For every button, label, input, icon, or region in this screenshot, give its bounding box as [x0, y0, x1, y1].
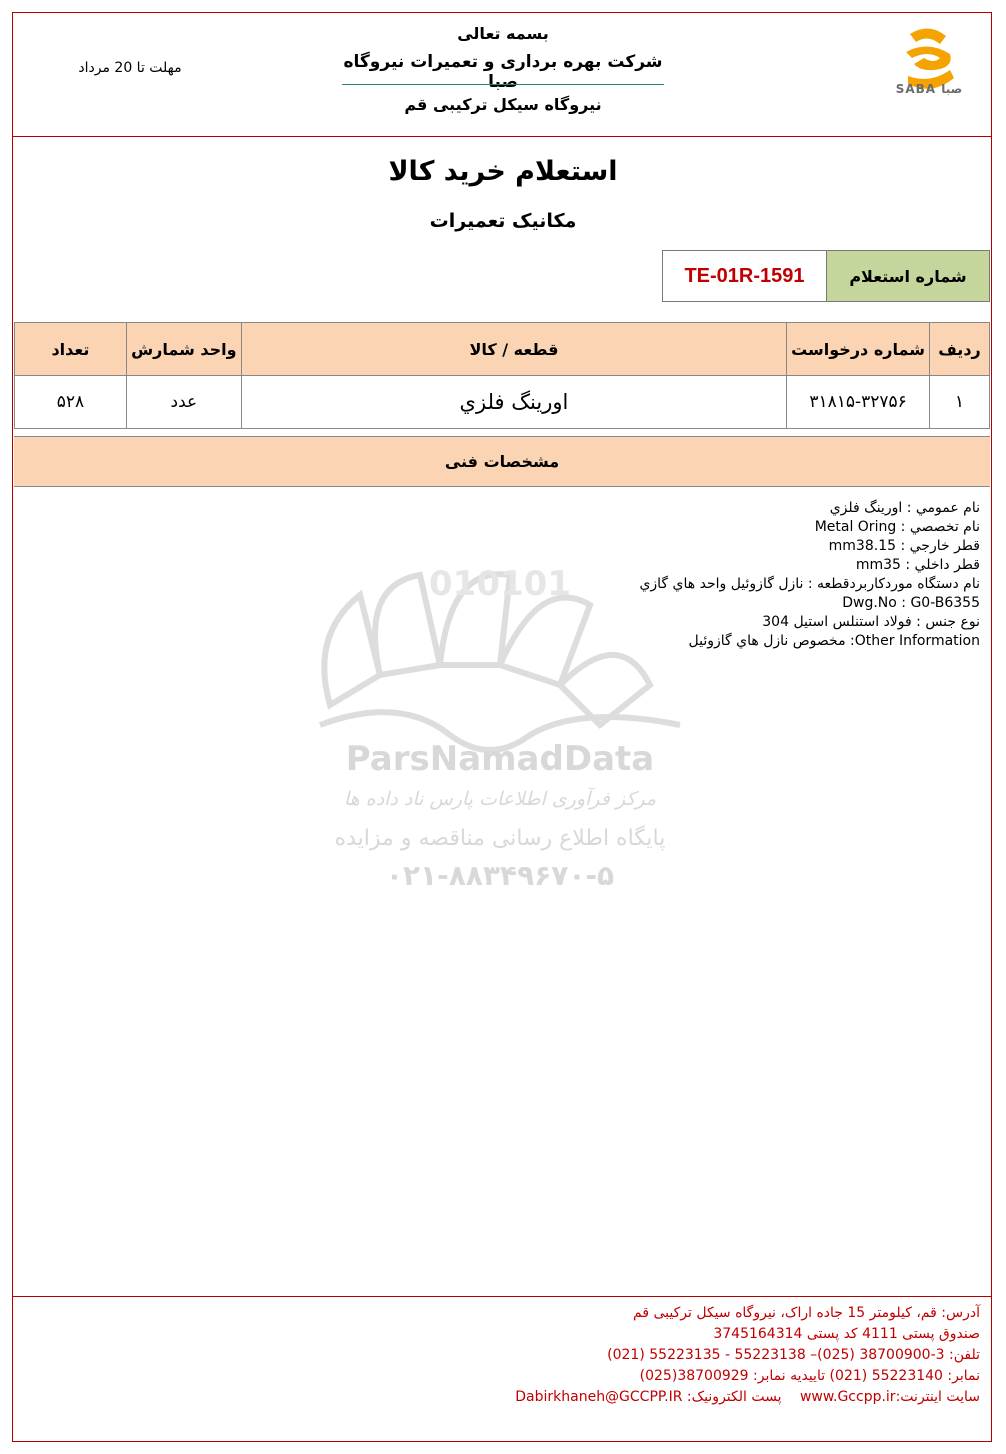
logo-text: SABA صبا: [895, 82, 963, 96]
company-underline: [342, 84, 664, 85]
spec-line: Dwg.No : G0-B6355: [842, 595, 980, 611]
header-item: قطعه / کالا: [241, 323, 786, 376]
cell-unit: عدد: [126, 376, 241, 429]
inquiry-number-box: [662, 250, 990, 302]
footer-website[interactable]: سایت اینترنت:www.Gccpp.ir: [799, 1389, 980, 1405]
spec-line: نام عمومي : اورينگ فلزي: [829, 500, 980, 516]
footer-email[interactable]: پست الکترونیک: Dabirkhaneh@GCCPP.IR: [515, 1389, 782, 1405]
spec-line: نوع جنس : فولاد استنلس استيل 304: [762, 614, 980, 630]
page-title: استعلام خرید کالا: [388, 156, 618, 187]
cell-item: اورينگ فلزي: [241, 376, 786, 429]
footer-phone: تلفن: 3-38700900 (025)– 55223138 - 55223135 (021): [607, 1347, 980, 1363]
watermark-line2: پایگاه اطلاع رسانی مناقصه و مزایده: [334, 826, 666, 851]
company-name: شرکت بهره برداری و تعمیرات نیروگاه صبا: [343, 52, 663, 92]
table-row: [15, 376, 990, 429]
header-request-no: شماره درخواست: [787, 323, 930, 376]
watermark-phone: ۰۲۱-۸۸۳۴۹۶۷۰-۵: [385, 859, 615, 892]
footer-fax: نمابر: 55223140 (021) تاییدیه نمابر: 38700929(025): [639, 1368, 980, 1384]
deadline-text: مهلت تا 20 مرداد: [78, 60, 182, 76]
spec-line: نام دستگاه موردکاربردقطعه : نازل گازوئيل واحد هاي گازي: [639, 576, 980, 592]
footer-web-email: [280, 1387, 980, 1408]
spec-list: [420, 499, 980, 651]
header-qty: تعداد: [15, 323, 127, 376]
footer-pobox: صندوق پستی 4111 کد پستی 3745164314: [713, 1326, 980, 1342]
cell-qty: ۵۲۸: [15, 376, 127, 429]
table-header-row: [15, 323, 990, 376]
spec-line: نام تخصصي : Metal Oring: [814, 519, 980, 535]
bismillah-text: بسمه تعالی: [457, 24, 549, 43]
spec-line: قطر خارجي : mm38.15: [828, 538, 980, 554]
cell-row: ۱: [930, 376, 990, 429]
header-unit: واحد شمارش: [126, 323, 241, 376]
inquiry-number-value: TE-01R-1591: [684, 264, 805, 287]
watermark-line1: مرکز فرآوری اطلاعات پارس ناد داده ها: [343, 788, 657, 810]
inquiry-number-label: شماره استعلام: [826, 251, 989, 301]
spec-line: Other Information: مخصوص نازل هاي گازوئيل: [688, 633, 980, 649]
header-row: ردیف: [930, 323, 990, 376]
footer-address: آدرس: قم، کیلومتر 15 جاده اراک، نیروگاه سیکل ترکیبی قم: [633, 1305, 980, 1321]
watermark-digits: 010101: [429, 564, 571, 604]
spec-section-title: مشخصات فنی: [14, 436, 990, 487]
footer-contact: [280, 1303, 980, 1408]
watermark-brand: ParsNamadData: [345, 739, 655, 779]
items-table: [14, 322, 990, 429]
footer-divider: [12, 1296, 992, 1297]
page-subtitle: مکانیک تعمیرات: [429, 210, 577, 232]
spec-line: قطر داخلي : mm35: [855, 557, 980, 573]
header-divider: [12, 136, 992, 137]
cell-request-no: ۳۱۸۱۵-۳۲۷۵۶: [787, 376, 930, 429]
plant-name: نیروگاه سیکل ترکیبی قم: [404, 95, 602, 114]
